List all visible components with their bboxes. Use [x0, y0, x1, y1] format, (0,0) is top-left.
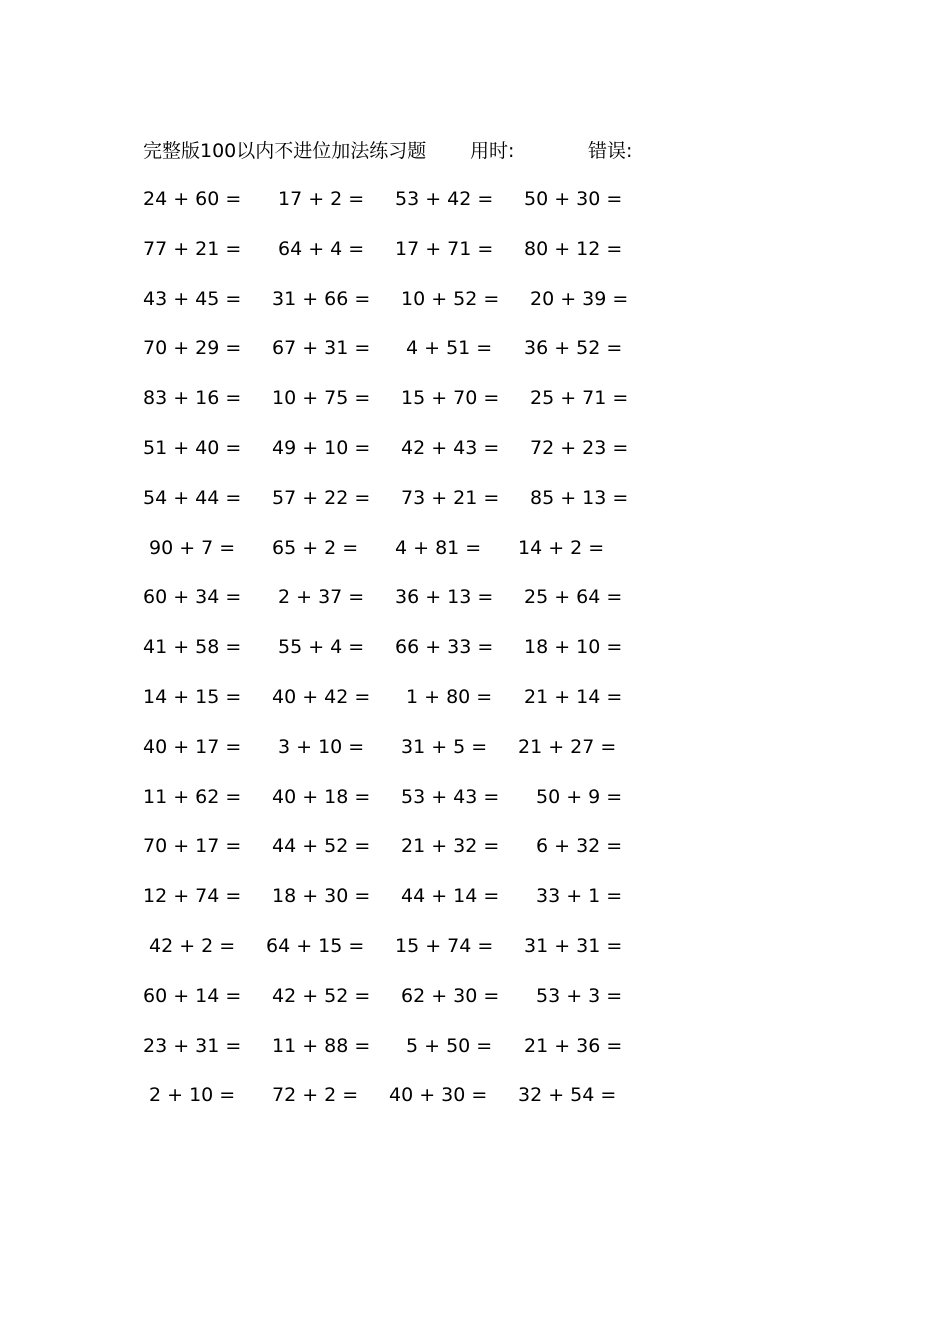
addition-problem: 77 + 21 =	[143, 237, 242, 260]
addition-problem: 73 + 21 =	[401, 486, 500, 509]
addition-problem: 42 + 2 =	[149, 934, 236, 957]
problem-row	[0, 632, 950, 682]
addition-problem: 42 + 43 =	[401, 436, 500, 459]
addition-problem: 36 + 52 =	[524, 337, 623, 360]
addition-problem: 40 + 17 =	[143, 735, 242, 758]
addition-problem: 64 + 4 =	[278, 237, 365, 260]
addition-problem: 11 + 62 =	[143, 785, 242, 808]
problem-row	[0, 1080, 950, 1130]
addition-problem: 41 + 58 =	[143, 636, 242, 659]
problem-row	[0, 1031, 950, 1081]
problem-row	[0, 383, 950, 433]
addition-problem: 53 + 3 =	[536, 984, 623, 1007]
addition-problem: 65 + 2 =	[272, 536, 359, 559]
addition-problem: 40 + 42 =	[272, 685, 371, 708]
addition-problem: 23 + 31 =	[143, 1034, 242, 1057]
addition-problem: 40 + 18 =	[272, 785, 371, 808]
addition-problem: 4 + 51 =	[406, 337, 493, 360]
addition-problem: 50 + 30 =	[524, 188, 623, 210]
addition-problem: 62 + 30 =	[401, 984, 500, 1007]
errors-label: 错误:	[588, 140, 633, 162]
problem-row	[0, 682, 950, 732]
addition-problem: 4 + 81 =	[395, 536, 482, 559]
addition-problem: 60 + 14 =	[143, 984, 242, 1007]
addition-problem: 31 + 31 =	[524, 934, 623, 957]
addition-problem: 72 + 2 =	[272, 1084, 359, 1107]
addition-problem: 70 + 29 =	[143, 337, 242, 360]
addition-problem: 15 + 70 =	[401, 387, 500, 410]
addition-problem: 21 + 27 =	[518, 735, 617, 758]
addition-problem: 72 + 23 =	[530, 436, 629, 459]
addition-problem: 2 + 37 =	[278, 586, 365, 609]
addition-problem: 18 + 30 =	[272, 885, 371, 908]
problem-row	[0, 732, 950, 782]
addition-problem: 36 + 13 =	[395, 586, 494, 609]
addition-problem: 51 + 40 =	[143, 436, 242, 459]
addition-problem: 43 + 45 =	[143, 287, 242, 310]
problem-row	[0, 433, 950, 483]
time-label: 用时:	[470, 140, 515, 162]
addition-problem: 10 + 52 =	[401, 287, 500, 310]
addition-problem: 3 + 10 =	[278, 735, 365, 758]
addition-problem: 50 + 9 =	[536, 785, 623, 808]
problem-row	[0, 234, 950, 284]
addition-problem: 21 + 14 =	[524, 685, 623, 708]
addition-problem: 18 + 10 =	[524, 636, 623, 659]
addition-problem: 2 + 10 =	[149, 1084, 236, 1107]
addition-problem: 44 + 14 =	[401, 885, 500, 908]
addition-problem: 21 + 36 =	[524, 1034, 623, 1057]
addition-problem: 24 + 60 =	[143, 188, 242, 210]
addition-problem: 20 + 39 =	[530, 287, 629, 310]
problem-row	[0, 831, 950, 881]
addition-problem: 66 + 33 =	[395, 636, 494, 659]
problem-row	[0, 981, 950, 1031]
addition-problem: 44 + 52 =	[272, 835, 371, 858]
problem-grid	[0, 184, 950, 1130]
addition-problem: 33 + 1 =	[536, 885, 623, 908]
addition-problem: 14 + 15 =	[143, 685, 242, 708]
addition-problem: 17 + 2 =	[278, 188, 365, 210]
addition-problem: 12 + 74 =	[143, 885, 242, 908]
addition-problem: 53 + 42 =	[395, 188, 494, 210]
problem-row	[0, 782, 950, 832]
addition-problem: 6 + 32 =	[536, 835, 623, 858]
addition-problem: 53 + 43 =	[401, 785, 500, 808]
addition-problem: 64 + 15 =	[266, 934, 365, 957]
addition-problem: 31 + 5 =	[401, 735, 488, 758]
addition-problem: 54 + 44 =	[143, 486, 242, 509]
addition-problem: 60 + 34 =	[143, 586, 242, 609]
addition-problem: 10 + 75 =	[272, 387, 371, 410]
problem-row	[0, 533, 950, 583]
addition-problem: 70 + 17 =	[143, 835, 242, 858]
problem-row	[0, 881, 950, 931]
addition-problem: 11 + 88 =	[272, 1034, 371, 1057]
addition-problem: 17 + 71 =	[395, 237, 494, 260]
problem-row	[0, 483, 950, 533]
problem-row	[0, 333, 950, 383]
addition-problem: 85 + 13 =	[530, 486, 629, 509]
addition-problem: 25 + 64 =	[524, 586, 623, 609]
addition-problem: 57 + 22 =	[272, 486, 371, 509]
addition-problem: 40 + 30 =	[389, 1084, 488, 1107]
addition-problem: 14 + 2 =	[518, 536, 605, 559]
problem-row	[0, 931, 950, 981]
worksheet-title: 完整版100以内不进位加法练习题	[143, 140, 427, 162]
addition-problem: 1 + 80 =	[406, 685, 493, 708]
addition-problem: 90 + 7 =	[149, 536, 236, 559]
problem-row	[0, 582, 950, 632]
addition-problem: 55 + 4 =	[278, 636, 365, 659]
addition-problem: 83 + 16 =	[143, 387, 242, 410]
addition-problem: 5 + 50 =	[406, 1034, 493, 1057]
addition-problem: 42 + 52 =	[272, 984, 371, 1007]
addition-problem: 67 + 31 =	[272, 337, 371, 360]
addition-problem: 80 + 12 =	[524, 237, 623, 260]
addition-problem: 15 + 74 =	[395, 934, 494, 957]
addition-problem: 21 + 32 =	[401, 835, 500, 858]
addition-problem: 32 + 54 =	[518, 1084, 617, 1107]
addition-problem: 49 + 10 =	[272, 436, 371, 459]
addition-problem: 31 + 66 =	[272, 287, 371, 310]
problem-row	[0, 284, 950, 334]
problem-row	[0, 184, 950, 234]
addition-problem: 25 + 71 =	[530, 387, 629, 410]
